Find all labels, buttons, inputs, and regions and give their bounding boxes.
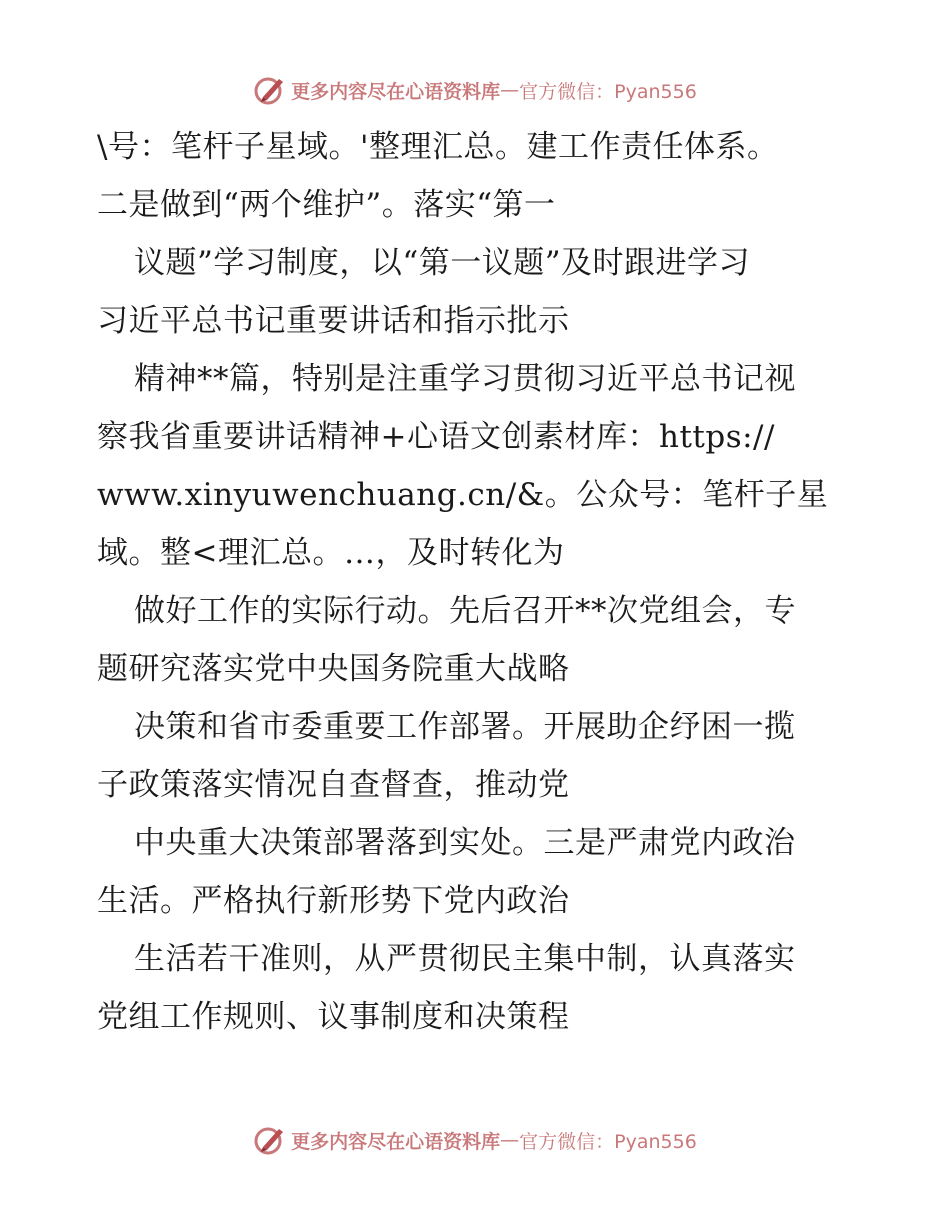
text-line: 生活。严格执行新形势下党内政治: [97, 883, 570, 919]
text-line: 精神**篇，特别是注重学习贯彻习近平总书记视: [134, 361, 796, 397]
pen-nib-circle-icon: [253, 1123, 287, 1157]
text-line: 做好工作的实际行动。先后召开**次党组会，专: [134, 593, 796, 629]
text-line: \号：笔杆子星域。'整理汇总。建工作责任体系。: [97, 129, 779, 165]
text-line: 二是做到“两个维护”。落实“第一: [97, 187, 556, 223]
text-line: 党组工作规则、议事制度和决策程: [97, 999, 570, 1035]
banner-text: 更多内容尽在心语资料库: [291, 80, 501, 103]
text-line: www.xinyuwenchuang.cn/&。公众号：笔杆子星: [97, 477, 829, 513]
text-line: 议题”学习制度，以“第一议题”及时跟进学习: [134, 245, 751, 281]
text-line: 子政策落实情况自查督查，推动党: [97, 767, 570, 803]
text-line: 生活若干准则，从严贯彻民主集中制，认真落实: [134, 941, 796, 977]
text-line: 域。整<理汇总。…，及时转化为: [97, 535, 565, 571]
banner-separator: —: [500, 79, 520, 101]
header-banner: [0, 70, 950, 110]
text-line: 决策和省市委重要工作部署。开展助企纾困一揽: [134, 709, 796, 745]
banner-separator: —: [500, 1129, 520, 1151]
text-line: 察我省重要讲话精神+心语文创素材库：https://: [97, 419, 775, 455]
banner-wechat: 官方微信：Pyan556: [519, 1130, 697, 1153]
pen-nib-circle-icon: [253, 73, 287, 107]
banner-wechat: 官方微信：Pyan556: [519, 80, 697, 103]
footer-banner: [0, 1120, 950, 1160]
document-body: [97, 118, 857, 1046]
text-line: 题研究落实党中央国务院重大战略: [97, 651, 570, 687]
text-line: 中央重大决策部署落到实处。三是严肃党内政治: [134, 825, 796, 861]
text-line: 习近平总书记重要讲话和指示批示: [97, 303, 570, 339]
banner-text: 更多内容尽在心语资料库: [291, 1130, 501, 1153]
